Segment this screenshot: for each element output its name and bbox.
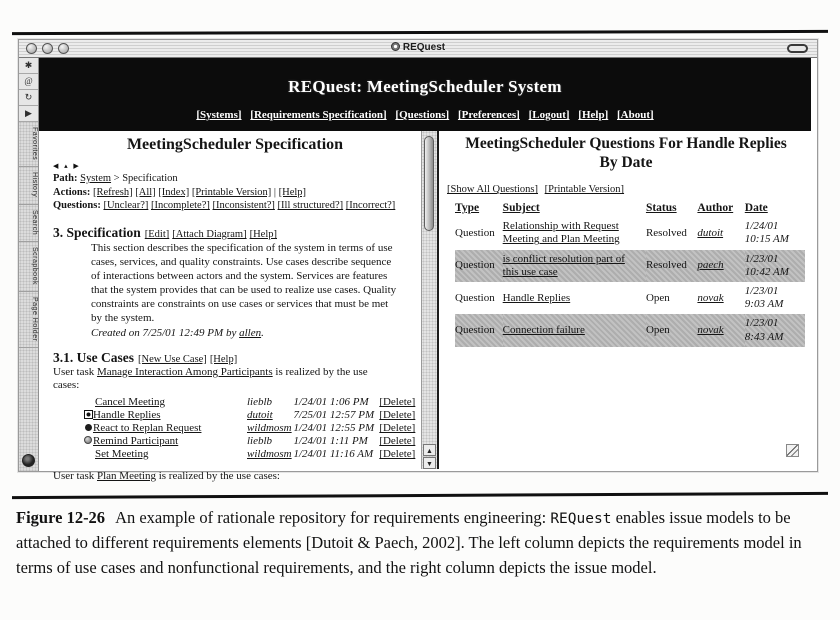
nav-systems[interactable]: [Systems] [196,109,242,121]
usecases-intro [53,366,383,394]
question-row [455,217,805,249]
figure-caption [16,506,828,580]
sidebar-tool-icon-3[interactable]: ↻ [19,90,38,106]
nav-logout[interactable]: [Logout] [528,109,570,121]
action-printable-version[interactable]: [Printable Version] [191,186,272,198]
question-author-link[interactable]: novak [697,323,724,336]
new-use-case-link[interactable]: [New Use Case] [138,353,207,365]
questions-title-line1: MeetingScheduler Questions For Handle Replies [465,135,787,152]
usecases-footer [53,470,383,484]
questions-row [53,199,417,213]
usecase-row [95,422,417,435]
question-subject-link[interactable]: is conflict resolution part of this use case [502,252,625,278]
question-row [455,282,805,314]
actions-label: Actions: [53,186,91,198]
question-status: Resolved [646,250,697,282]
app-icon [391,42,400,51]
usecases-intro-suffix: is realized by the use cases: [53,365,368,392]
usecase-link[interactable]: Remind Participant [93,435,179,448]
question-date: 1/23/01 9:03 AM [744,284,784,311]
usecase-row [95,448,417,461]
user-task-link[interactable]: Manage Interaction Among Participants [97,365,273,378]
usecase-date: 1/24/01 12:55 PM [293,422,375,435]
question-row-selected [455,314,805,346]
question-date: 1/23/01 8:43 AM [745,314,805,346]
status-globe-icon [22,454,35,467]
sidebar-tab-favorites[interactable]: Favorites [19,122,38,167]
breadcrumb-system-link[interactable]: System [80,173,112,184]
section-body-text: This section describes the specification of the system in terms of use cases, services, and quality constraints. Use cases describe sequence of interactions between actors and the system. Services are features that the system provides that can be used to realize use cases. Quality constraints are constraints on use cases or services that must be met by the system. [91,241,397,324]
usecases-heading-row [53,350,417,366]
app-title: REQuest: MeetingScheduler System [288,77,562,96]
usecase-table [95,396,417,461]
usecases-intro-prefix: User task [53,365,97,378]
issue-status-boxed-dot-icon [84,410,93,419]
actions-divider: | [273,186,276,198]
nav-about[interactable]: [About] [617,109,654,121]
window-title [19,42,817,53]
nav-help[interactable]: [Help] [578,109,609,121]
question-type: Question [455,250,503,282]
questions-pane [437,131,811,469]
question-author-link[interactable]: novak [697,291,724,304]
section-heading: 3. Specification [53,224,141,240]
question-incomplete[interactable]: [Incomplete?] [150,200,210,212]
question-subject-link[interactable]: Relationship with Request Meeting and Plan Meeting [502,220,620,246]
issue-status-gray-dot-icon [84,436,92,444]
browser-sidebar-strip [19,58,39,471]
usecase-date: 7/25/01 12:57 PM [293,409,375,422]
question-subject-link[interactable]: Handle Replies [502,291,571,304]
caption-code-requiest: REQuest [550,511,612,527]
printable-version-link[interactable]: [Printable Version] [544,184,625,196]
window-titlebar[interactable] [19,40,817,58]
question-date: 1/23/01 10:42 AM [745,250,805,282]
specification-pane-title: MeetingScheduler Specification [126,136,344,153]
usecases-footer-prefix: User task [53,470,97,483]
usecase-author-link[interactable]: wildmosm [247,422,292,435]
breadcrumb [53,172,417,186]
app-banner [39,58,811,131]
questions-header-row [455,202,805,217]
sidebar-tab-history[interactable]: History [19,167,38,204]
show-all-questions-link[interactable]: [Show All Questions] [447,184,539,196]
usecase-link[interactable]: Set Meeting [95,448,149,461]
user-task-plan-meeting-link[interactable]: Plan Meeting [97,470,156,483]
usecase-date: 1/24/01 11:16 AM [293,448,374,461]
usecase-link[interactable]: Cancel Meeting [95,396,165,409]
question-author-link[interactable]: paech [697,259,724,272]
usecase-date: 1/24/01 1:06 PM [293,396,369,409]
delete-link[interactable]: [Delete] [379,422,416,435]
created-period: . [261,326,264,339]
action-all[interactable]: [All] [135,186,156,198]
question-row-selected [455,250,805,282]
delete-link[interactable]: [Delete] [379,435,416,448]
banner-nav [39,109,811,121]
specification-pane [39,131,421,483]
breadcrumb-separator: > [111,173,123,184]
question-type: Question [455,314,503,346]
usecases-heading: 3.1. Use Cases [53,349,134,365]
browser-window [18,39,818,483]
nav-preferences[interactable]: [Preferences] [457,109,520,121]
action-index[interactable]: [Index] [158,186,190,198]
spec-attach-diagram-link[interactable]: [Attach Diagram] [172,228,247,240]
left-pane-scrollbar[interactable] [421,131,437,469]
usecase-author-link[interactable]: dutoit [247,409,273,422]
usecase-author: lieblb [247,435,273,448]
created-text: Created on 7/25/01 12:49 PM by [91,326,240,339]
usecase-row [95,409,417,422]
questions-title-line2: By Date [599,153,653,171]
header-status[interactable]: Status [645,202,677,215]
questions-links-row [447,184,805,195]
question-type: Question [455,291,495,304]
usecase-date: 1/24/01 1:11 PM [293,435,368,448]
sidebar-tab-page-holder[interactable]: Page Holder [19,292,38,348]
window-title-text: REQuest [402,42,446,53]
header-author[interactable]: Author [697,202,734,215]
questions-table [455,202,805,347]
figure-bottom-rule [12,492,828,499]
delete-link[interactable]: [Delete] [379,448,416,461]
usecase-row [95,435,417,448]
pane-nav-arrows-icon[interactable]: ◀ ▴ ▶ [53,162,81,170]
questions-label: Questions: [53,200,101,212]
scrollbar-thumb[interactable] [424,136,434,231]
questions-pane-title [447,135,805,172]
usecase-link[interactable]: Handle Replies [93,409,161,422]
usecases-footer-suffix: is realized by the use cases: [155,470,280,483]
header-type[interactable]: Type [455,202,480,215]
section-heading-row [53,225,417,241]
created-line [91,327,417,339]
sidebar-tab-search[interactable]: Search [19,205,38,242]
question-unclear[interactable]: [Unclear?] [103,200,149,212]
created-author-link[interactable]: allen [239,326,262,339]
nav-requirements-specification[interactable]: [Requirements Specification] [250,109,387,121]
header-date[interactable]: Date [744,202,768,215]
question-date: 1/24/01 10:15 AM [744,220,789,246]
actions-row [53,186,417,200]
content-frames [39,131,811,483]
scroll-down-icon[interactable]: ▼ [423,457,436,469]
usecase-author: lieblb [247,396,273,409]
sidebar-tool-icon-1[interactable]: ✱ [19,58,38,74]
usecases-help-link[interactable]: [Help] [209,353,238,365]
delete-link[interactable]: [Delete] [379,396,416,409]
question-status: Open [646,314,697,346]
scroll-up-icon[interactable]: ▲ [423,444,436,456]
header-subject[interactable]: Subject [502,202,540,215]
action-help[interactable]: [Help] [278,186,307,198]
caption-text-before: An example of rationale repository for requirements engineering: [115,508,551,527]
toolbar-collapse-widget[interactable] [787,44,808,53]
usecase-row [95,396,417,409]
nav-questions[interactable]: [Questions] [395,109,450,121]
question-status: Resolved [645,226,687,239]
spec-help-link[interactable]: [Help] [249,228,277,240]
issue-status-dot-icon [85,424,92,431]
usecase-link[interactable]: React to Replan Request [93,422,202,435]
breadcrumb-current: Specification [122,173,178,184]
question-type: Question [455,226,495,239]
question-ill-structured[interactable]: [Ill structured?] [277,200,344,212]
question-incorrect[interactable]: [Incorrect?] [345,200,396,212]
figure-top-rule [12,30,828,35]
sidebar-tab-scrapbook[interactable]: Scrapbook [19,242,38,292]
resize-handle-icon[interactable] [786,444,799,457]
delete-link[interactable]: [Delete] [379,409,416,422]
usecase-author-link[interactable]: wildmosm [247,448,292,461]
sidebar-tool-icon-2[interactable]: @ [19,74,38,90]
question-status: Open [645,291,670,304]
sidebar-tool-icon-4[interactable]: ▶ [19,106,38,122]
action-refresh[interactable]: [Refresh] [92,186,133,198]
question-inconsistent[interactable]: [Inconsistent?] [212,200,275,212]
question-author-link[interactable]: dutoit [697,226,724,239]
caption-text-after: enables issue models to be attached to different requirements elements [Dutoit & Paech, 2002]. The left column depicts the requirements model in terms of use cases and nonfunctional requirements, and the right column depicts the issue model. [16,508,802,577]
question-subject-link[interactable]: Connection failure [502,323,585,336]
spec-edit-link[interactable]: [Edit] [144,228,170,240]
figure-label: Figure 12-26 [16,508,106,527]
path-label: Path: [53,173,78,184]
